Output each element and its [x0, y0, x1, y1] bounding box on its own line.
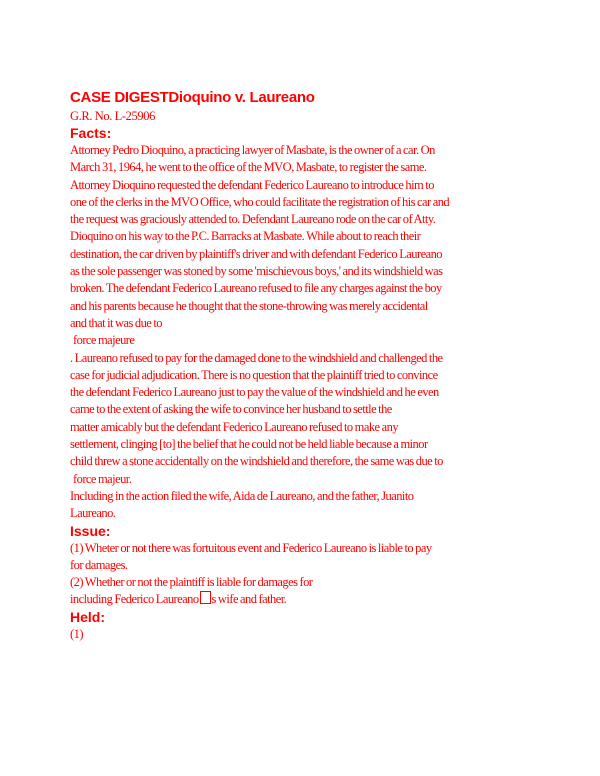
issue-line [70, 591, 540, 608]
facts-line: settlement, clinging [to] the belief that he could not be held liable because a minor [70, 437, 428, 452]
issue-line-post: s wife and father. [211, 592, 287, 607]
facts-heading: Facts: [70, 125, 112, 141]
facts-line: March 31, 1964, he went to the office of the MVO, Masbate, to register the same. [70, 160, 427, 175]
force-majeure-term: force majeur. [73, 471, 132, 486]
facts-line: broken. The defendant Federico Laureano refused to file any charges against the boy [70, 281, 442, 296]
issue-line: (2) Whether or not the plaintiff is liable for damages for [70, 575, 313, 590]
facts-line: came to the extent of asking the wife to convince her husband to settle the [70, 402, 392, 417]
facts-line: . Laureano refused to pay for the damaged done to the windshield and challenged the [70, 350, 443, 365]
gr-number: G.R. No. L-25906 [70, 109, 155, 123]
document-page [70, 88, 540, 643]
force-majeure-term: force majeure [73, 333, 135, 348]
held-line: (1) [70, 626, 83, 641]
missing-glyph-icon [200, 591, 211, 604]
issue-paragraph [70, 540, 540, 609]
facts-line: as the sole passenger was stoned by some 'mischievous boys,' and its windshield was [70, 264, 443, 279]
facts-line: destination, the car driven by plaintiff's driver and with defendant Federico Laureano [70, 246, 442, 261]
including-line: Laureano. [70, 506, 116, 521]
facts-paragraph [70, 142, 540, 523]
facts-line: and that it was due to [70, 315, 162, 330]
facts-line: the request was graciously attended to. Defendant Laureano rode on the car of Atty. [70, 212, 436, 227]
facts-line: the defendant Federico Laureano just to pay the value of the windshield and he even [70, 385, 439, 400]
facts-line: Attorney Pedro Dioquino, a practicing lawyer of Masbate, is the owner of a car. On [70, 143, 435, 157]
facts-line: child threw a stone accidentally on the windshield and therefore, the same was due to [70, 454, 443, 469]
held-heading: Held: [70, 608, 105, 625]
facts-line: case for judicial adjudication. There is no question that the plaintiff tried to convince [70, 367, 438, 382]
issue-line-pre: including Federico Laureano [70, 592, 199, 607]
facts-line: matter amicably but the defendant Federico Laureano refused to make any [70, 419, 399, 434]
issue-heading: Issue: [70, 522, 111, 539]
case-title: CASE DIGESTDioquino v. Laureano [70, 89, 315, 106]
held-paragraph [70, 626, 540, 643]
facts-line: Dioquino on his way to the P.C. Barracks at Masbate. While about to reach their [70, 229, 421, 244]
including-line: Including in the action filed the wife, Aida de Laureano, and the father, Juanito [70, 488, 414, 503]
facts-line: and his parents because he thought that the stone-throwing was merely accidental [70, 298, 428, 313]
issue-line: for damages. [70, 557, 128, 572]
facts-line: Attorney Dioquino requested the defendant Federico Laureano to introduce him to [70, 177, 434, 192]
facts-line: one of the clerks in the MVO Office, who could facilitate the registration of his car and [70, 194, 450, 209]
issue-line: (1) Wheter or not there was fortuitous event and Federico Laureano is liable to pay [70, 540, 432, 555]
